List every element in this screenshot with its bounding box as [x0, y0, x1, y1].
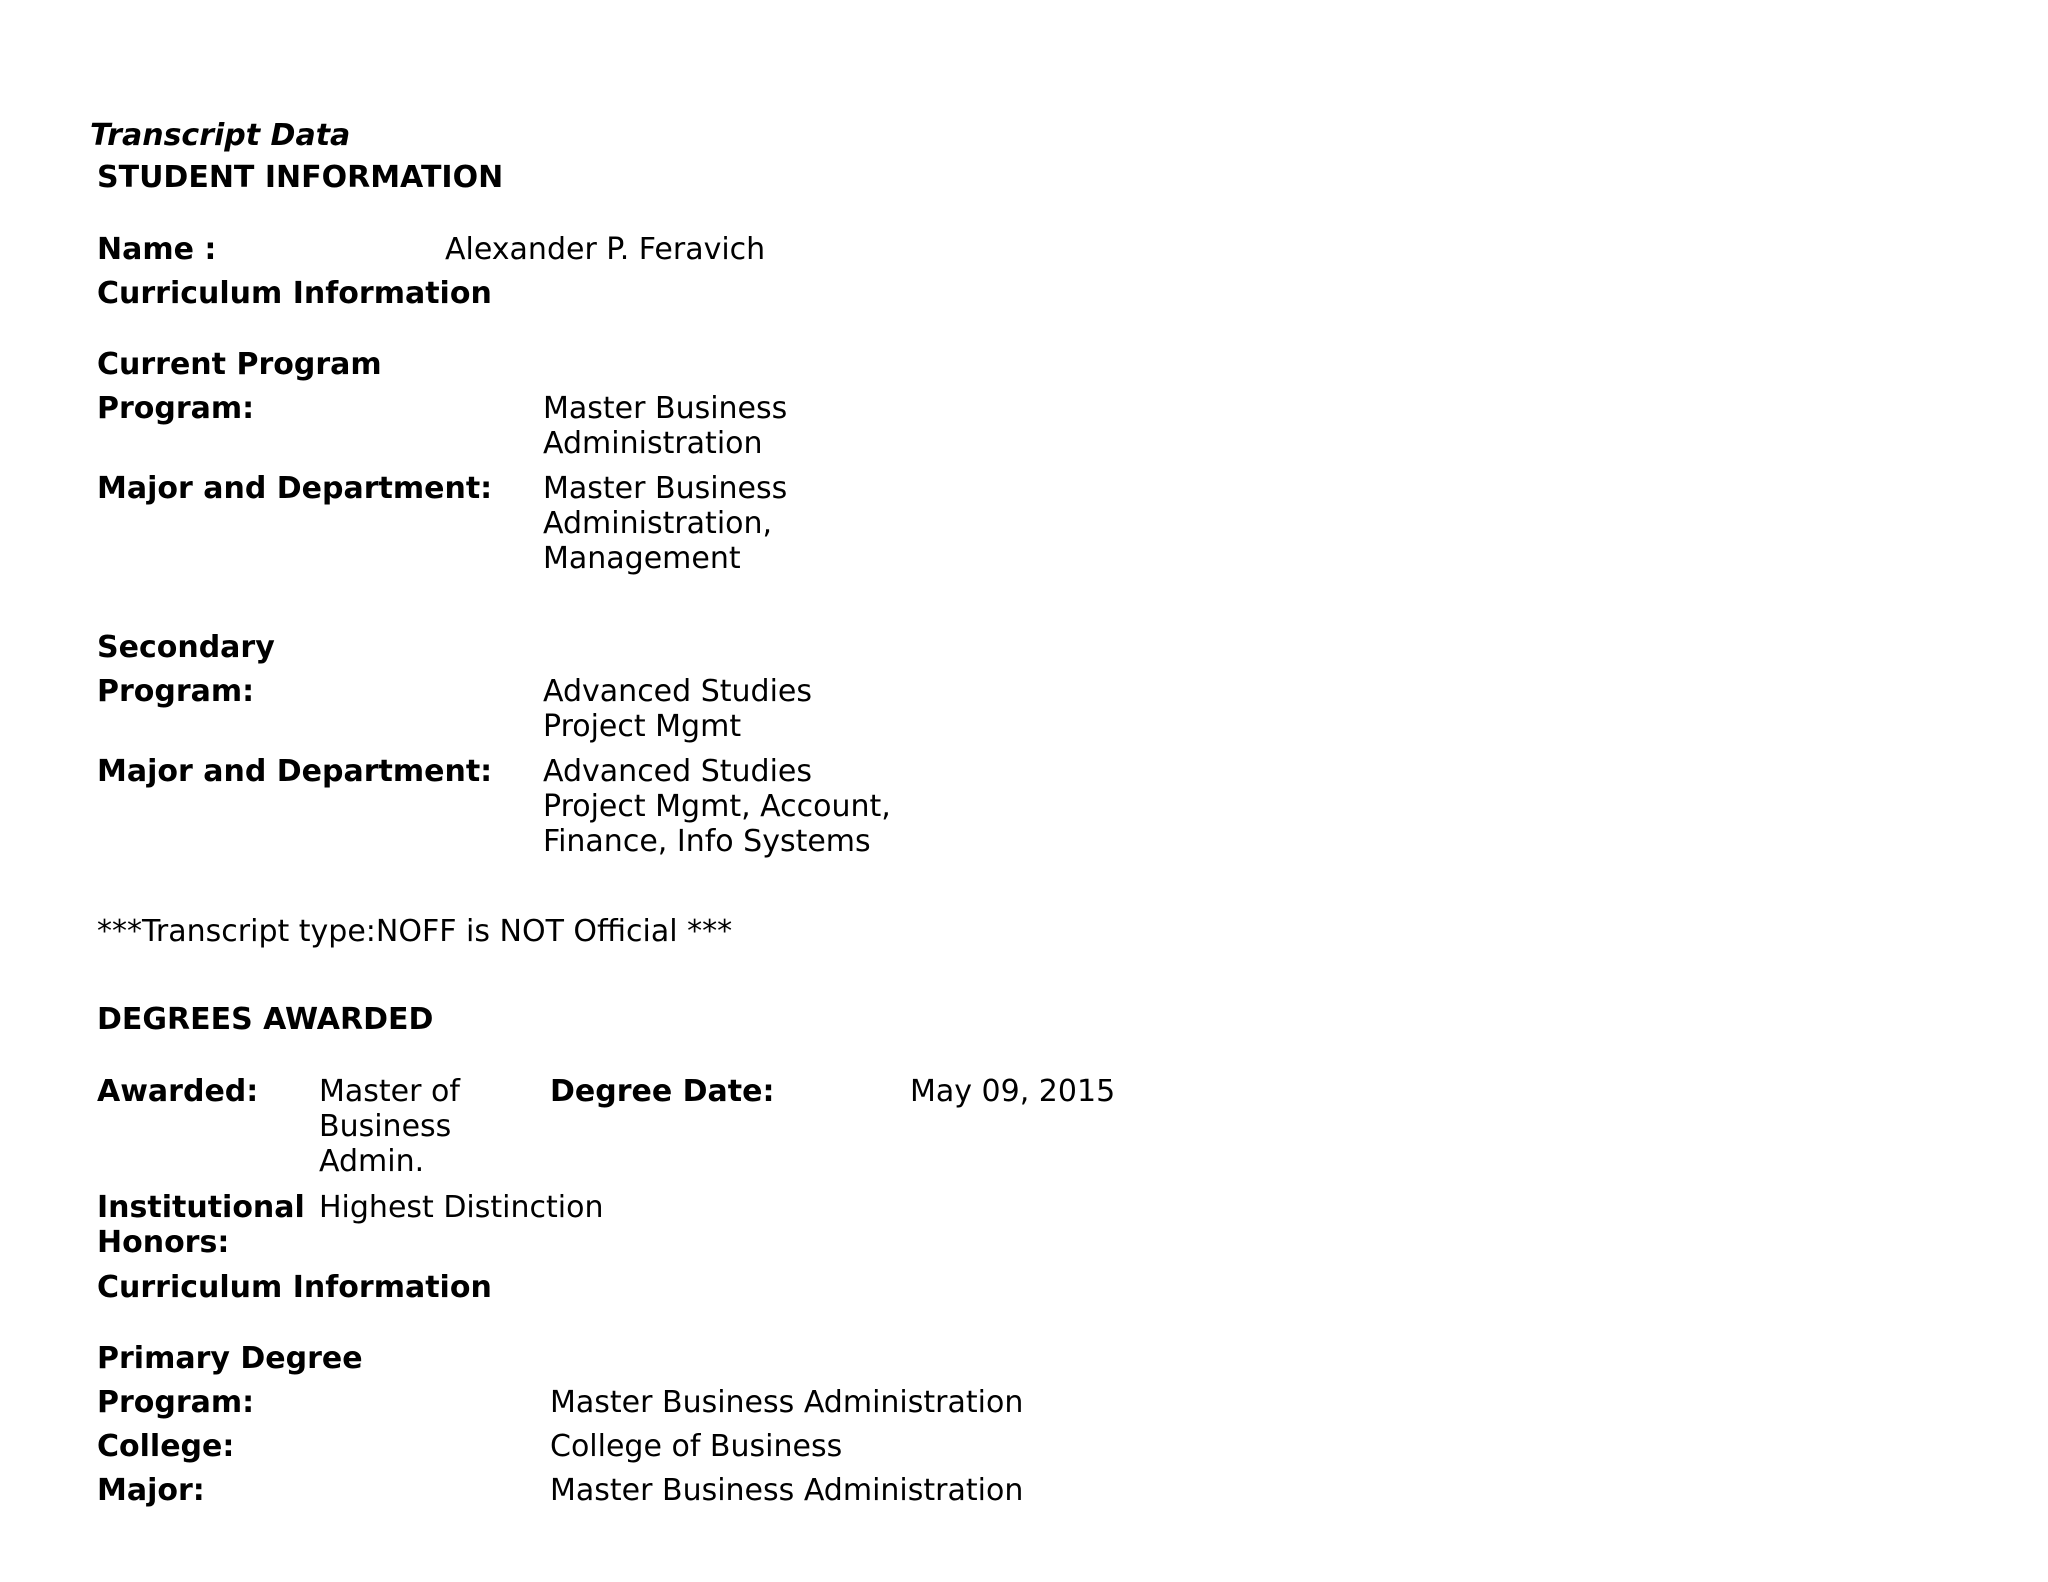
institutional-honors-label [97, 1190, 305, 1260]
primary-major-label: Major: [97, 1473, 205, 1508]
degree-date-label: Degree Date: [550, 1074, 775, 1109]
degree-date-value: May 09, 2015 [910, 1074, 1116, 1109]
secondary-major-value-line: Project Mgmt, Account, [543, 789, 891, 824]
name-label: Name : [97, 232, 217, 267]
secondary-heading: Secondary [97, 630, 275, 665]
primary-program-label: Program: [97, 1385, 255, 1420]
current-program-heading: Current Program [97, 347, 382, 382]
page-title: Transcript Data [90, 118, 351, 153]
section-heading-student-information: STUDENT INFORMATION [97, 160, 504, 195]
secondary-major-value-line: Finance, Info Systems [543, 824, 871, 859]
college-value: College of Business [550, 1429, 843, 1464]
current-major-value-line: Administration, [543, 506, 773, 541]
primary-degree-heading: Primary Degree [97, 1341, 363, 1376]
primary-program-value: Master Business Administration [550, 1385, 1024, 1420]
current-program-value [543, 391, 787, 461]
primary-major-value: Master Business Administration [550, 1473, 1024, 1508]
institutional-honors-value: Highest Distinction [319, 1190, 604, 1225]
current-major-value-line: Management [543, 541, 741, 576]
curriculum-heading: Curriculum Information [97, 276, 492, 311]
college-label: College: [97, 1429, 235, 1464]
institutional-honors-label-line: Institutional [97, 1190, 305, 1225]
current-program-value-line: Master Business [543, 391, 788, 426]
current-program-value-line: Administration [543, 426, 763, 461]
curriculum-heading: Curriculum Information [97, 1270, 492, 1305]
secondary-program-label: Program: [97, 674, 255, 709]
transcript-type-notice: ***Transcript type:NOFF is NOT Official *** [97, 914, 733, 949]
secondary-major-value [543, 754, 891, 859]
current-major-label: Major and Department: [97, 471, 493, 506]
secondary-major-value-line: Advanced Studies [543, 754, 813, 789]
secondary-program-value-line: Project Mgmt [543, 709, 742, 744]
secondary-program-value-line: Advanced Studies [543, 674, 813, 709]
secondary-major-label: Major and Department: [97, 754, 493, 789]
awarded-label: Awarded: [97, 1074, 259, 1109]
awarded-value-line: Admin. [319, 1144, 425, 1179]
awarded-value-line: Business [319, 1109, 452, 1144]
name-value: Alexander P. Feravich [445, 232, 766, 267]
awarded-value-line: Master of [319, 1074, 460, 1109]
current-program-label: Program: [97, 391, 255, 426]
institutional-honors-label-line: Honors: [97, 1225, 230, 1260]
secondary-program-value [543, 674, 812, 744]
current-major-value [543, 471, 787, 576]
current-major-value-line: Master Business [543, 471, 788, 506]
awarded-value [319, 1074, 460, 1179]
degrees-awarded-heading: DEGREES AWARDED [97, 1002, 434, 1037]
